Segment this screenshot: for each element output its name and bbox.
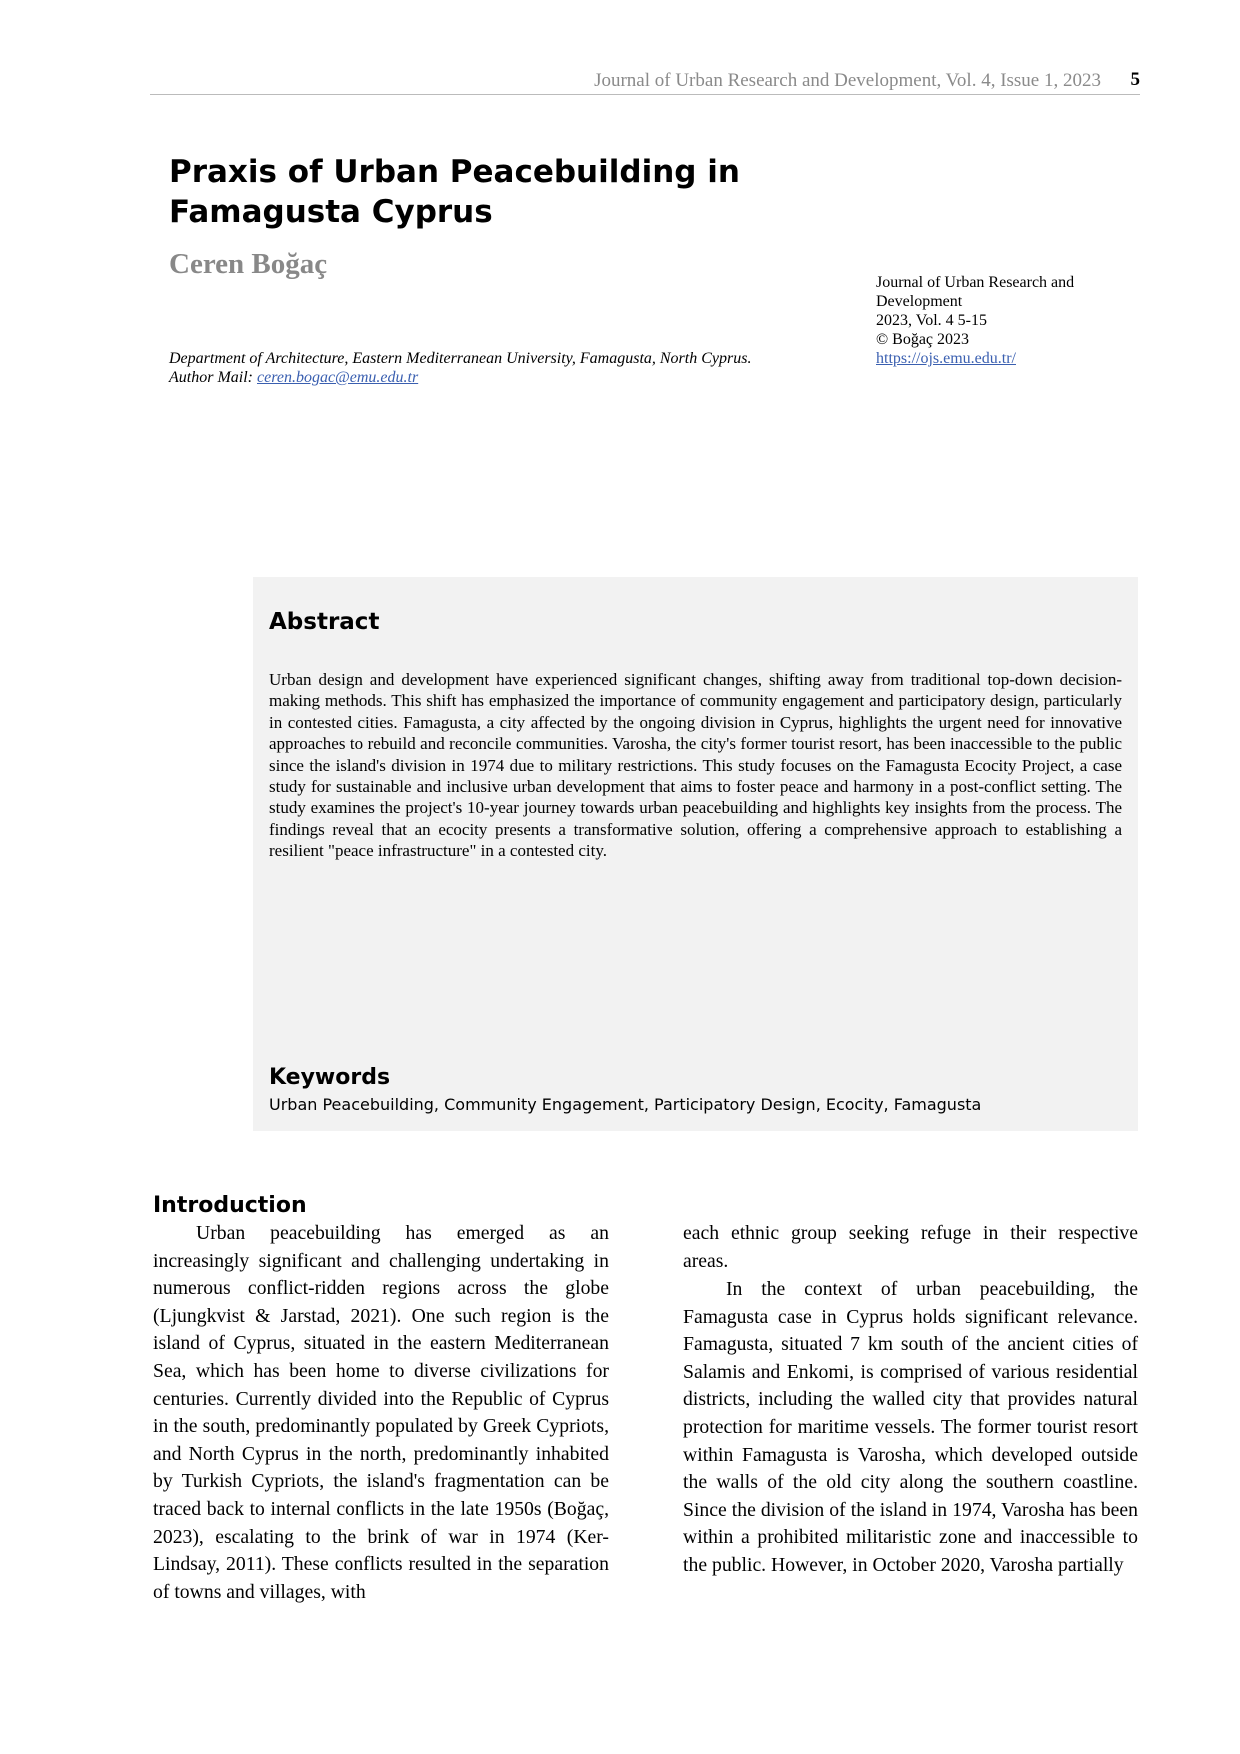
introduction-right-column-paragraph: In the context of urban peacebuilding, the Famagusta case in Cyprus holds significant relevance. Famagusta, situated 7 km south of the ancient cities of Salamis and Enkomi, is comprised of various residential districts, including the walled city that provides natural protection for maritime vessels. The former tourist resort within Famagusta is Varosha, which developed outside the walls of the old city along the southern coastline. Since the division of the island in 1974, Varosha has been within a prohibited militaristic zone and inaccessible to the public. However, in October 2020, Varosha partially — [683, 1278, 1138, 1576]
author-affiliation — [169, 349, 751, 387]
introduction-left-column: Urban peacebuilding has emerged as an increasingly significant and challenging undertaking in numerous conflict-ridden regions across the globe (Ljungkvist & Jarstad, 2021). One such region is the island of Cyprus, situated in the eastern Mediterranean Sea, which has been home to diverse civilizations for centuries. Currently divided into the Republic of Cyprus in the south, predominantly populated by Greek Cypriots, and North Cyprus in the north, predominantly inhabited by Turkish Cypriots, the island's fragmentation can be traced back to internal conflicts in the late 1950s (Boğaç, 2023), escalating to the brink of war in 1974 (Ker-Lindsay, 2011). These conflicts resulted in the separation of towns and villages, with — [153, 1222, 609, 1603]
pubinfo-journal: Journal of Urban Research and Development — [876, 274, 1075, 310]
keywords-text: Urban Peacebuilding, Community Engagement, Participatory Design, Ecocity, Famagusta — [269, 1095, 982, 1114]
running-header-journal: Journal of Urban Research and Development, Vol. 4, Issue 1, 2023 — [594, 70, 1101, 91]
running-header — [150, 64, 1140, 95]
publication-info — [876, 273, 1106, 368]
pubinfo-volume: 2023, Vol. 4 5-15 — [876, 312, 987, 329]
abstract-heading: Abstract — [269, 609, 380, 635]
page-number: 5 — [1130, 69, 1140, 90]
affiliation-department: Department of Architecture, Eastern Mediterranean University, Famagusta, North Cyprus. — [169, 350, 752, 367]
introduction-right-column-continued: each ethnic group seeking refuge in their respective areas. — [683, 1222, 1138, 1272]
keywords-heading: Keywords — [269, 1065, 391, 1090]
author-mail-label: Author Mail: — [169, 369, 253, 386]
pubinfo-url-link[interactable]: https://ojs.emu.edu.tr/ — [876, 350, 1016, 367]
abstract-box — [253, 577, 1138, 1131]
author-mail-line — [169, 368, 751, 387]
introduction-heading: Introduction — [153, 1193, 307, 1218]
paper-title: Praxis of Urban Peacebuilding in Famagusta Cyprus — [169, 154, 740, 230]
author-mail-link[interactable]: ceren.bogac@emu.edu.tr — [257, 369, 419, 386]
author-name: Ceren Boğaç — [169, 248, 328, 280]
abstract-text: Urban design and development have experienced significant changes, shifting away from traditional top-down decision-making methods. This shift has emphasized the importance of community engagement and participatory design, particularly in contested cities. Famagusta, a city affected by the ongoing division in Cyprus, highlights the urgent need for innovative approaches to rebuild and reconcile communities. Varosha, the city's former tourist resort, has been inaccessible to the public since the island's division in 1974 due to military restrictions. This study focuses on the Famagusta Ecocity Project, a case study for sustainable and inclusive urban development that aims to foster peace and harmony in a post-conflict setting. The study examines the project's 10-year journey towards urban peacebuilding and highlights key insights from the process. The findings reveal that an ecocity presents a transformative solution, offering a comprehensive approach to establishing a resilient "peace infrastructure" in a contested city. — [269, 670, 1122, 861]
pubinfo-copyright: © Boğaç 2023 — [876, 331, 970, 348]
